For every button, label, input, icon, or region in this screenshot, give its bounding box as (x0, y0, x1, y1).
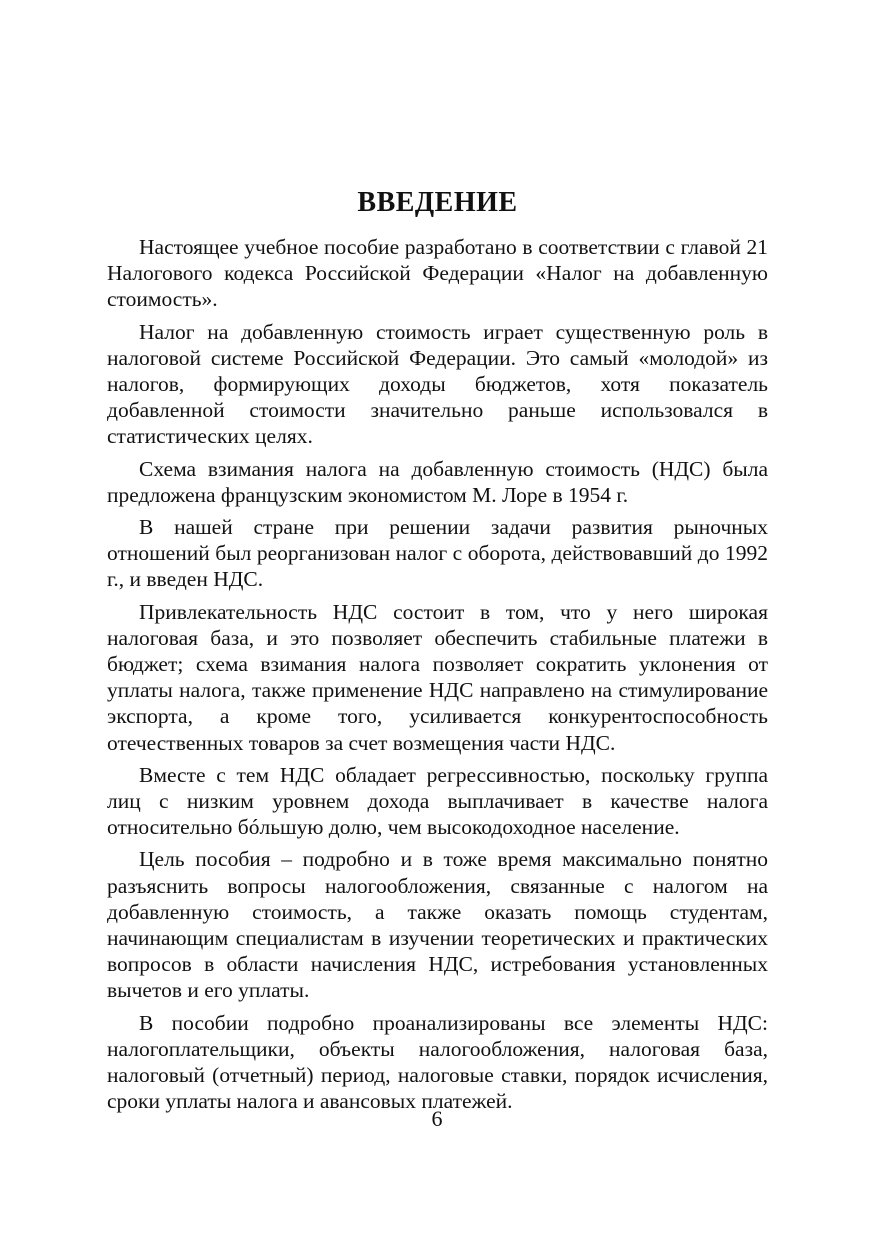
paragraph: Привлекательность НДС состоит в том, что у него широкая налоговая база, и это позволяет обеспечить стабильные платежи в бюджет; схема взимания налога позволяет сократить уклонения от уплаты налога, также применение НДС направлено на стимулирование экспорта, а кроме того, усиливается конкурентоспособность отечественных товаров за счет возмещения части НДС. (107, 599, 768, 755)
paragraph: Вместе с тем НДС обладает регрессивностью, поскольку группа лиц с низким уровнем дохода выплачивает в качестве налога относительно бóльшую долю, чем высокодоходное население. (107, 762, 768, 840)
paragraph: Налог на добавленную стоимость играет существенную роль в налоговой системе Российской Федерации. Это самый «молодой» из налогов, формирующих доходы бюджетов, хотя показатель добавленной стоимости значительно раньше использовался в статистических целях. (107, 319, 768, 449)
paragraph: Схема взимания налога на добавленную стоимость (НДС) была предложена французским экономистом М. Лоре в 1954 г. (107, 456, 768, 507)
paragraph: Настоящее учебное пособие разработано в соответствии с главой 21 Налогового кодекса Российской Федерации «Налог на добавленную стоимость». (107, 235, 768, 312)
page-title: ВВЕДЕНИЕ (357, 187, 518, 218)
page-number: 6 (431, 1106, 443, 1131)
paragraph: Цель пособия – подробно и в тоже время максимально понятно разъяснить вопросы налогообложения, связанные с налогом на добавленную стоимость, а также оказать помощь студентам, начинающим специалистам в изучении теоретических и практических вопросов в области начисления НДС, истребования установленных вычетов и его уплаты. (107, 847, 768, 1003)
paragraph: В пособии подробно проанализированы все элементы НДС: налогоплательщики, объекты налогообложения, налоговая база, налоговый (отчетный) период, налоговые ставки, порядок исчисления, сроки уплаты налога и авансовых платежей. (107, 1010, 768, 1114)
paragraph: В нашей стране при решении задачи развития рыночных отношений был реорганизован налог с оборота, действовавший до 1992 г., и введен НДС. (107, 515, 768, 592)
body-text (107, 234, 768, 1121)
